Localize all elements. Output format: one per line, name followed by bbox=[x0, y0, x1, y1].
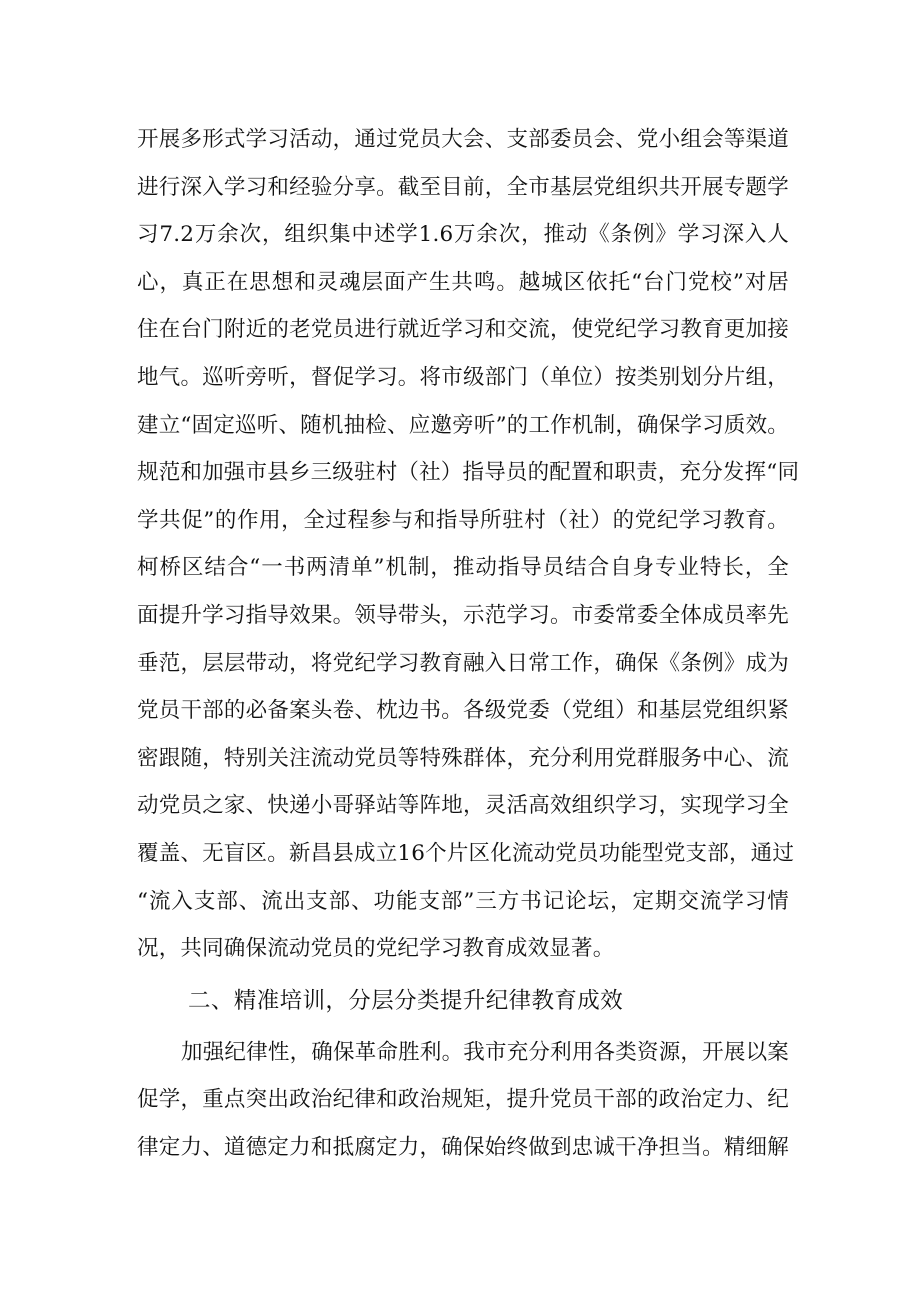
paragraph-line: 心，真正在思想和灵魂层面产生共鸣。越城区依托“台门党校”对居 bbox=[137, 269, 789, 295]
paragraph-line: 动党员之家、快递小哥驿站等阵地，灵活高效组织学习，实现学习全 bbox=[137, 793, 789, 819]
paragraph-line: 覆盖、无盲区。新昌县成立16个片区化流动党员功能型党支部，通过 bbox=[137, 840, 795, 866]
paragraph-line: 开展多形式学习活动，通过党员大会、支部委员会、党小组会等渠道 bbox=[137, 127, 789, 152]
paragraph-line: 建立“固定巡听、随机抽检、应邀旁听”的工作机制，确保学习质效。 bbox=[137, 412, 789, 438]
paragraph-line: 面提升学习指导效果。领导带头，示范学习。市委常委全体成员率先 bbox=[137, 602, 789, 628]
document-body bbox=[137, 116, 800, 1171]
paragraph-line: 律定力、道德定力和抵腐定力，确保始终做到忠诚干净担当。精细解 bbox=[137, 1134, 789, 1160]
paragraph-line: 进行深入学习和经验分享。截至目前，全市基层党组织共开展专题学 bbox=[137, 174, 789, 200]
paragraph-line: 学共促”的作用，全过程参与和指导所驻村（社）的党纪学习教育。 bbox=[137, 507, 789, 533]
paragraph-line: 加强纪律性，确保革命胜利。我市充分利用各类资源，开展以案 bbox=[181, 1039, 789, 1065]
section-heading: 二、精准培训，分层分类提升纪律教育成效 bbox=[188, 987, 624, 1014]
paragraph-line: 密跟随，特别关注流动党员等特殊群体，充分利用党群服务中心、流 bbox=[137, 745, 789, 771]
paragraph-line: 规范和加强市县乡三级驻村（社）指导员的配置和职责，充分发挥“同 bbox=[137, 460, 800, 486]
paragraph-line: “流入支部、流出支部、功能支部”三方书记论坛，定期交流学习情 bbox=[137, 888, 789, 914]
paragraph-line: 党员干部的必备案头卷、枕边书。各级党委（党组）和基层党组织紧 bbox=[137, 698, 789, 724]
paragraph-line: 况，共同确保流动党员的党纪学习教育成效显著。 bbox=[137, 936, 615, 962]
paragraph-line: 柯桥区结合“一书两清单”机制，推动指导员结合自身专业特长，全 bbox=[137, 555, 789, 581]
paragraph-line: 住在台门附近的老党员进行就近学习和交流，使党纪学习教育更加接 bbox=[137, 317, 789, 343]
paragraph-line: 习7.2万余次，组织集中述学1.6万余次，推动《条例》学习深入人 bbox=[137, 222, 789, 248]
paragraph-line: 促学，重点突出政治纪律和政治规矩，提升党员干部的政治定力、纪 bbox=[137, 1087, 789, 1113]
paragraph-line: 地气。巡听旁听，督促学习。将市级部门（单位）按类别划分片组， bbox=[137, 364, 789, 390]
paragraph-line: 垂范，层层带动，将党纪学习教育融入日常工作，确保《条例》成为 bbox=[137, 650, 789, 676]
